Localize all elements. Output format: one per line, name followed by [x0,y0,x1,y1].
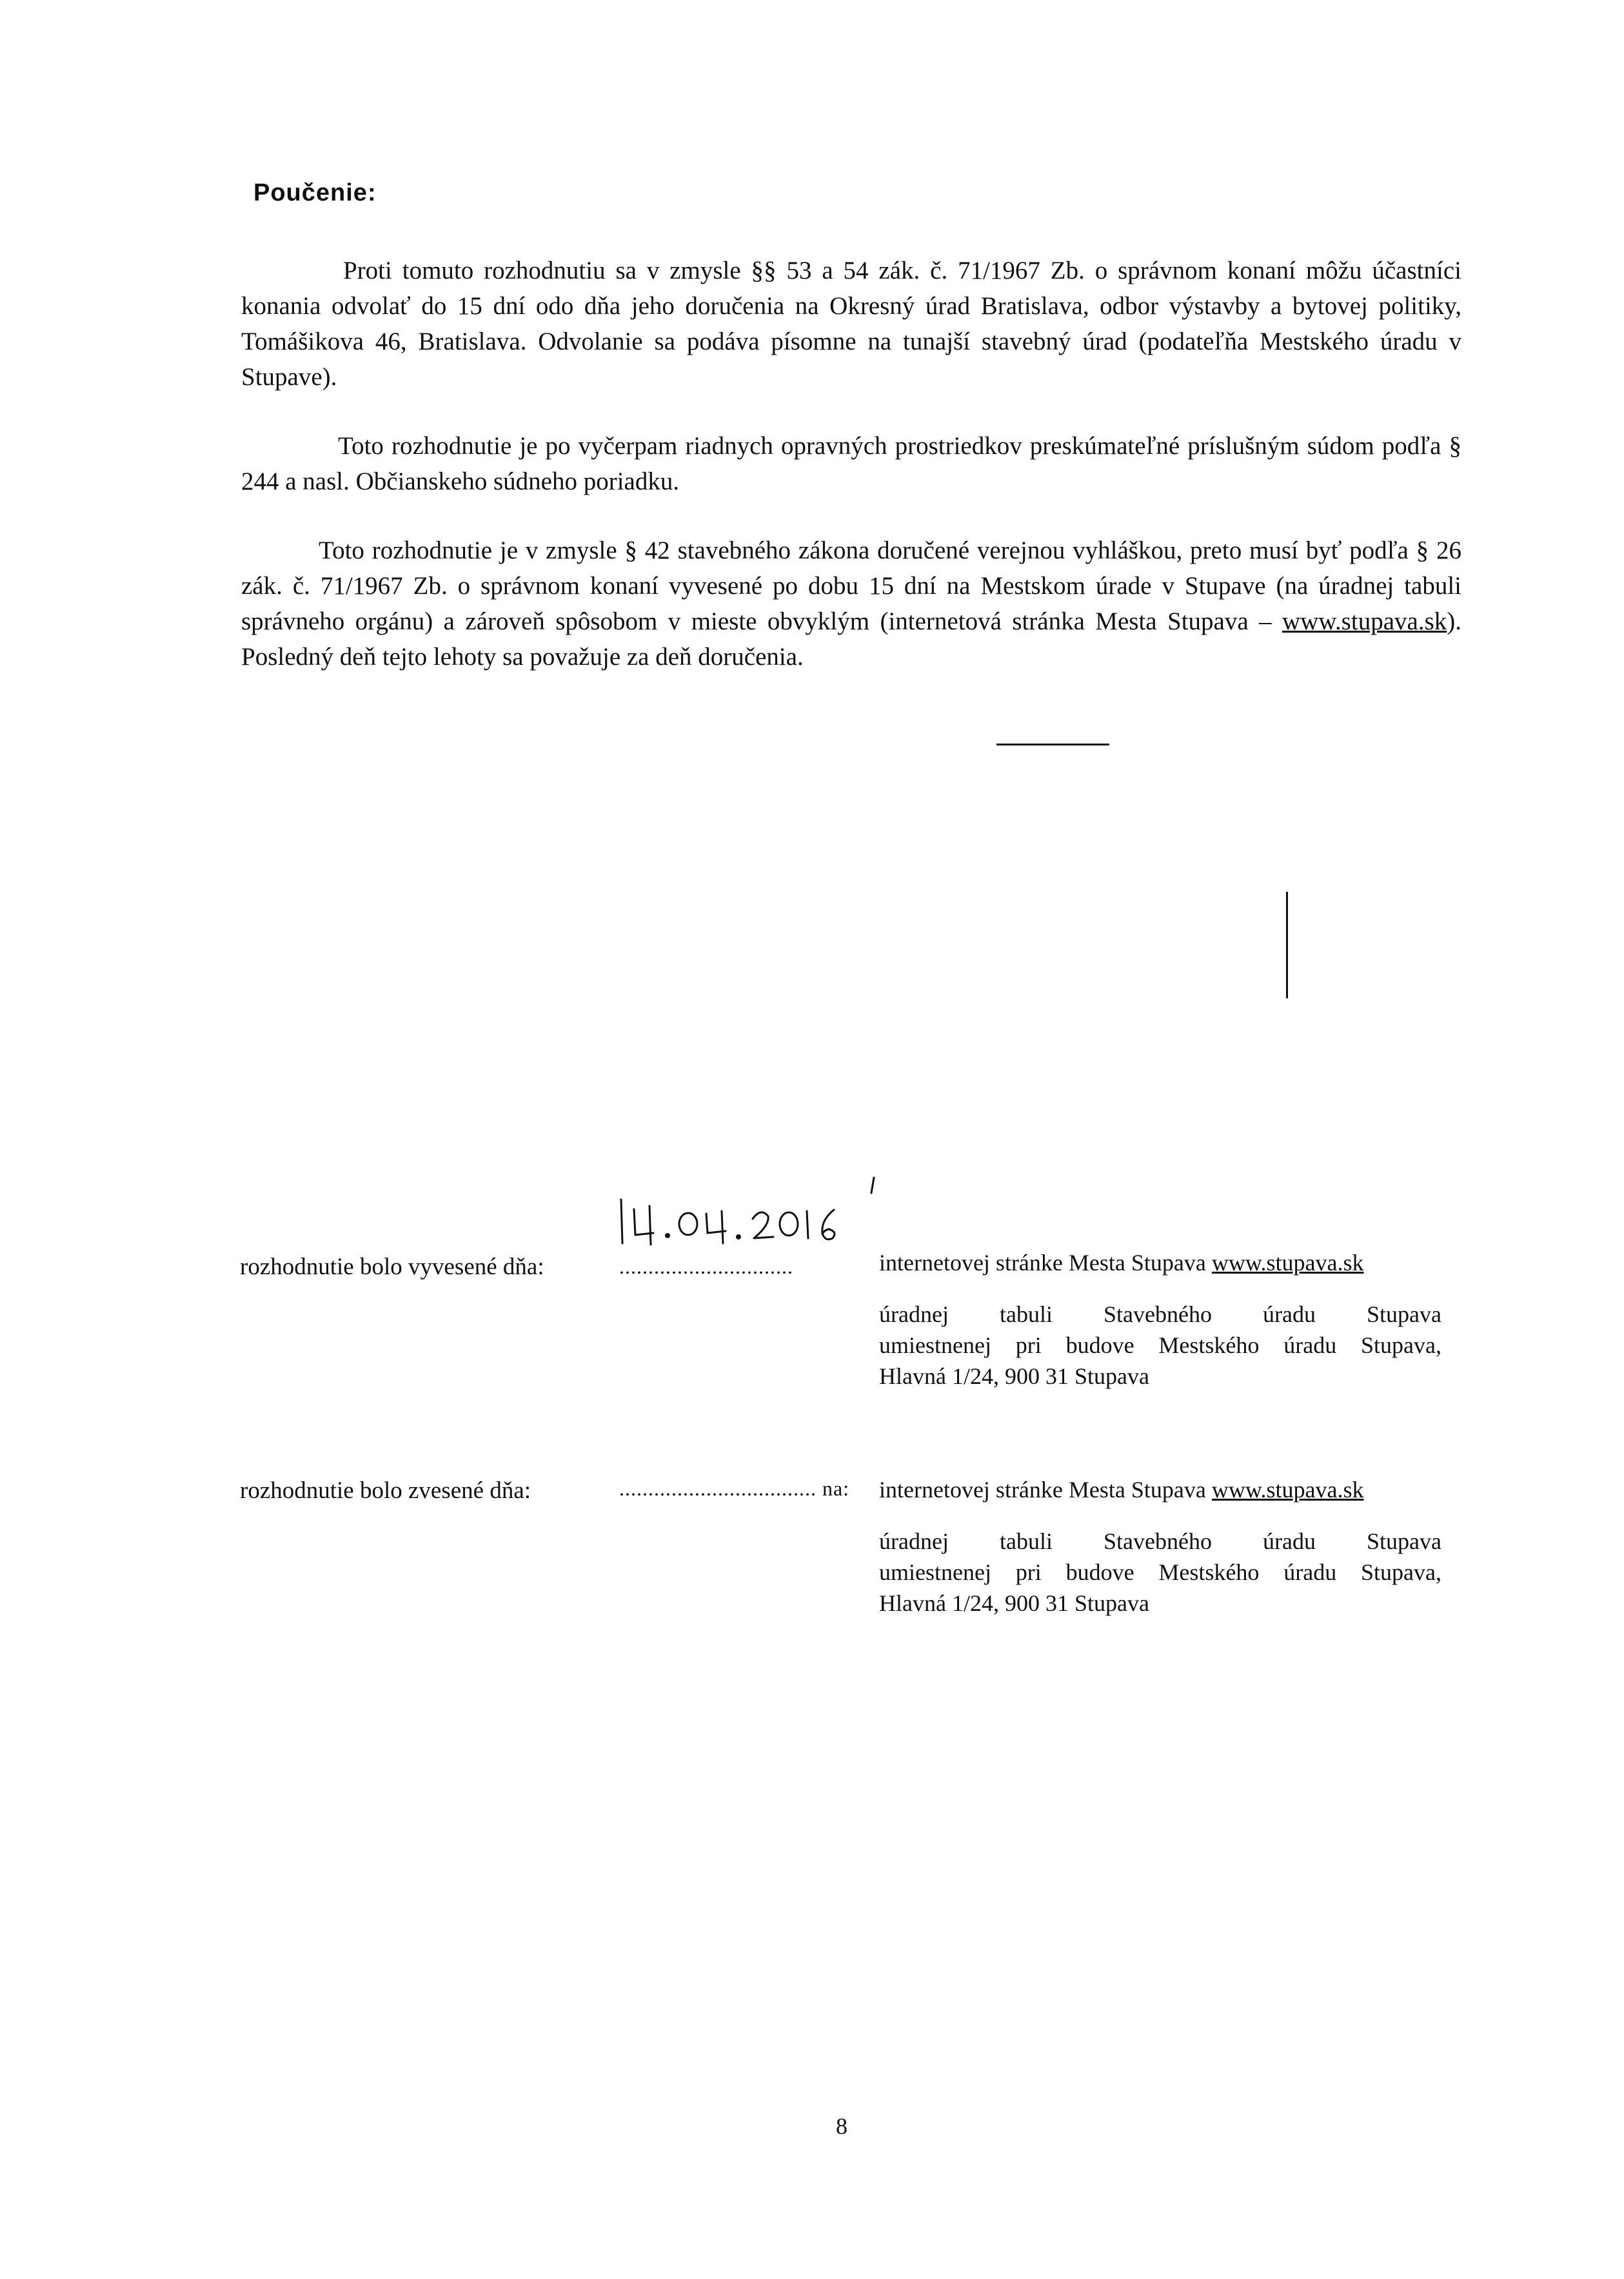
posted-date-label: rozhodnutie bolo vyvesené dňa: [240,1254,544,1280]
removed-web-line [879,1474,1441,1505]
page-number: 8 [836,2113,847,2139]
pen-mark-vertical [1286,892,1288,998]
posted-date-dots: .............................. [619,1255,793,1278]
removed-board-line1: úradnej tabuli Stavebného úradu Stupava [879,1528,1441,1554]
delivery-paragraph [241,533,1461,675]
posted-web-link[interactable]: www.stupava.sk [1211,1250,1364,1276]
pen-mark-horizontal [996,744,1109,745]
posted-board-line2: umiestnenej pri budove Mestského úradu Stupava, [879,1332,1441,1358]
review-paragraph: Toto rozhodnutie je po vyčerpam riadnych opravných prostriedkov preskúmateľné príslušným súdom podľa § 244 a nasl. Občianskeho súdneho poriadku. [241,432,1461,495]
handwritten-posted-date [616,1174,887,1251]
stupava-web-link[interactable]: www.stupava.sk [1282,607,1447,635]
posted-board-line1: úradnej tabuli Stavebného úradu Stupava [879,1301,1441,1327]
removed-date-label: rozhodnutie bolo zvesené dňa: [240,1477,531,1504]
removed-web-link[interactable]: www.stupava.sk [1211,1477,1364,1503]
removed-web-text: internetovej stránke Mesta Stupava [879,1477,1212,1503]
instruction-heading: Poučenie: [253,179,377,206]
posted-web-line [879,1247,1441,1278]
delivery-text-end: ). Posledný deň tejto lehoty sa považuje za deň doručenia. [241,607,1461,671]
removed-date-dots: .................................. na: [619,1477,850,1500]
posted-web-text: internetovej stránke Mesta Stupava [879,1250,1212,1276]
removed-board-line2: umiestnenej pri budove Mestského úradu Stupava, [879,1559,1441,1585]
delivery-text-start: Toto rozhodnutie je v zmysle § 42 stavebného zákona doručené verejnou vyhláškou, preto musí byť podľa § 26 zák. č. 71/1967 Zb. o správnom konaní vyvesené po dobu 15 dní na Mestskom úrade v Stupave (na úradnej tabuli správneho orgánu) a zároveň spôsobom v mieste obvyklým (internetová stránka Mesta Stupava – [241,537,1461,635]
posted-locations [879,1247,1441,1392]
appeal-paragraph: Proti tomuto rozhodnutiu sa v zmysle §§ 53 a 54 zák. č. 71/1967 Zb. o správnom konaní môžu účastníci konania odvolať do 15 dní odo dňa jeho doručenia na Okresný úrad Bratislava, odbor výstavby a bytovej politiky, Tomášikova 46, Bratislava. Odvolanie sa podáva písomne na tunajší stavebný úrad (podateľňa Mestského úradu v Stupave). [241,257,1461,391]
removed-locations [879,1474,1441,1619]
removed-board-line3: Hlavná 1/24, 900 31 Stupava [879,1590,1149,1616]
posted-board-line3: Hlavná 1/24, 900 31 Stupava [879,1363,1149,1389]
